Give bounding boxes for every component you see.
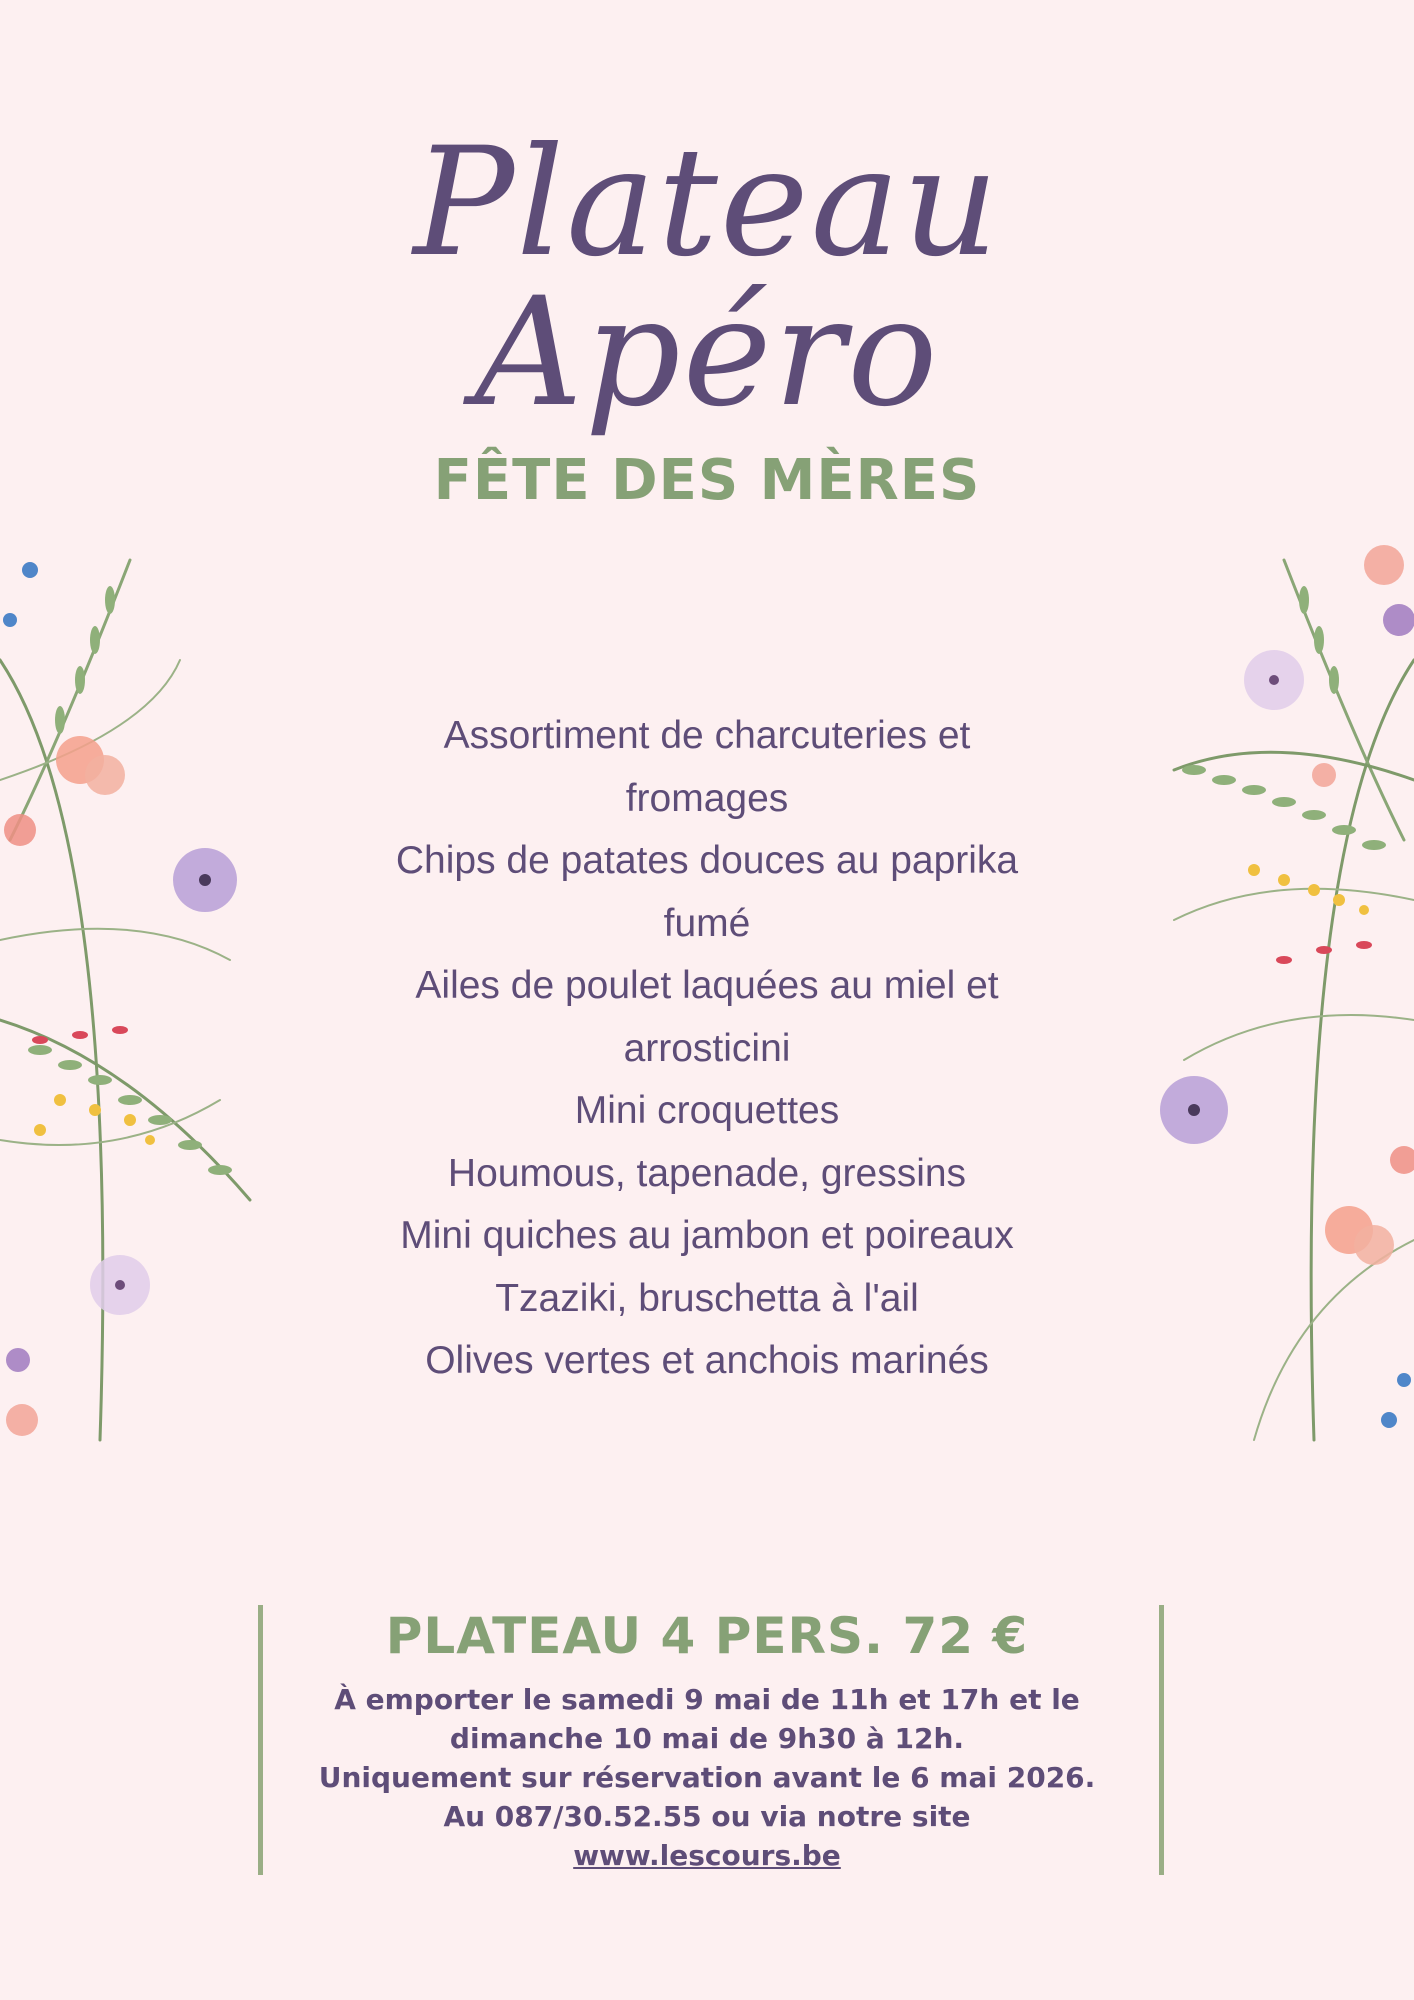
menu-list (330, 705, 1084, 1393)
menu-item: Mini croquettes (574, 1089, 840, 1132)
title-line-1: Plateau (413, 116, 1001, 290)
menu-item: Chips de patates douces au paprika (395, 839, 1019, 882)
website-link[interactable]: www.lescours.be (573, 1839, 841, 1872)
offer-line: Uniquement sur réservation avant le 6 mai 2026. (318, 1761, 1096, 1794)
offer-line: À emporter le samedi 9 mai de 11h et 17h et le (334, 1683, 1080, 1716)
menu-item: fumé (663, 901, 751, 945)
wildflowers-right-illustration (1134, 540, 1414, 1460)
offer-line: Au 087/30.52.55 ou via notre site (443, 1800, 971, 1833)
menu-item: Houmous, tapenade, gressins (447, 1151, 967, 1195)
menu-item: Mini quiches au jambon et poireaux (400, 1214, 1014, 1257)
offer-price: PLATEAU 4 PERS. 72 € (385, 1607, 1029, 1665)
menu-item: arrosticini (623, 1026, 791, 1070)
wildflowers-left-illustration (0, 540, 280, 1460)
offer-line: dimanche 10 mai de 9h30 à 12h. (449, 1722, 965, 1755)
menu-item: Tzaziki, bruschetta à l'ail (495, 1276, 919, 1320)
title-line-2: Apéro (474, 266, 940, 440)
menu-item: Olives vertes et anchois marinés (425, 1339, 989, 1382)
menu-item: Assortiment de charcuteries et (443, 714, 971, 757)
menu-item: fromages (625, 776, 789, 820)
subtitle: FÊTE DES MÈRES (433, 448, 981, 513)
menu-item: Ailes de poulet laquées au miel et (415, 964, 999, 1007)
offer-details (300, 1680, 1114, 1875)
